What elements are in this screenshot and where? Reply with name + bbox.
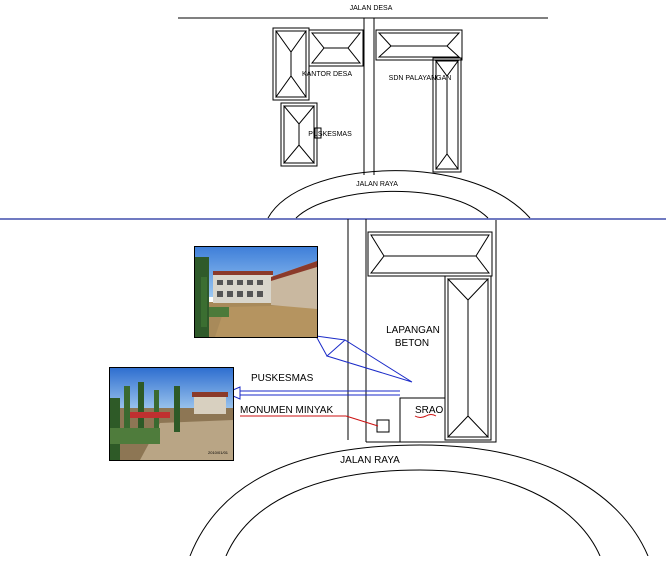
- srao-label: SRAO: [415, 405, 444, 416]
- lapangan-label: LAPANGAN: [386, 325, 440, 336]
- jalan-raya-top-label: JALAN RAYA: [356, 181, 398, 188]
- puskesmas-top-label: PUSKESMAS: [308, 131, 352, 138]
- puskesmas-callout-label: PUSKESMAS: [251, 373, 314, 384]
- photo-monumen-minyak: [109, 367, 234, 461]
- jalan-raya-bottom-label: JALAN RAYA: [340, 455, 400, 466]
- jalan-raya-curve-bottom-inner: [226, 470, 600, 556]
- jalan-raya-curve-inner: [296, 191, 488, 218]
- beton-label: BETON: [394, 338, 430, 349]
- photo-puskesmas-building: [194, 246, 318, 338]
- arrow-to-photo-bottom: [226, 387, 400, 399]
- monumen-leader-line: [346, 416, 378, 426]
- kantor-desa-building: [273, 28, 363, 100]
- jalan-raya-curve-outer: [268, 171, 530, 218]
- monumen-minyak-marker: [377, 420, 389, 432]
- monumen-minyak-label: MONUMEN MINYAK: [240, 405, 334, 416]
- jalan-desa-label: JALAN DESA: [349, 5, 393, 12]
- kantor-desa-label: KANTOR DESA: [301, 71, 353, 78]
- sdn-palayangan-building: [376, 30, 462, 172]
- jalan-raya-curve-bottom-outer: [190, 445, 648, 556]
- photo-date-stamp: 2010/01/01: [208, 450, 229, 455]
- sdn-palayangan-label: SDN PALAYANGAN: [388, 75, 452, 82]
